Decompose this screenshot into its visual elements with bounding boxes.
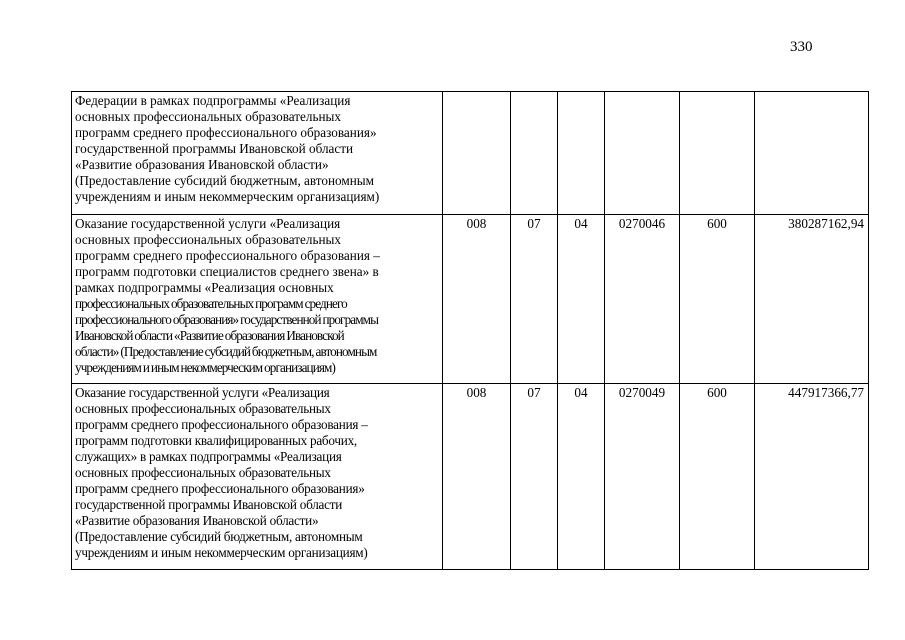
description-line: профессионального образования» государственной программы (75, 312, 379, 327)
section-code-cell: 07 (511, 215, 558, 384)
budget-table (71, 91, 869, 570)
description-line: программ среднего профессионального образования – (75, 417, 368, 432)
description-line: основных профессиональных образовательных (75, 109, 341, 124)
description-line: программ подготовки специалистов среднего звена» в (75, 264, 379, 279)
page-number: 330 (790, 39, 813, 55)
ministry-code-cell (443, 92, 511, 215)
description-line: учреждениям и иным некоммерческим организациям) (75, 545, 368, 560)
description-line: программ среднего профессионального образования» (75, 125, 377, 140)
description-line: Оказание государственной услуги «Реализация (75, 385, 330, 400)
description-line: основных профессиональных образовательных (75, 465, 331, 480)
ministry-code-cell: 008 (443, 384, 511, 570)
description-line: Оказание государственной услуги «Реализация (75, 216, 341, 231)
section-code-cell: 07 (511, 384, 558, 570)
amount-cell: 447917366,77 (755, 384, 869, 570)
description-line: основных профессиональных образовательных (75, 401, 331, 416)
description-line: области» (Предоставление субсидий бюджетным, автономным (75, 344, 377, 359)
description-line: программ среднего профессионального образования – (75, 248, 380, 263)
expense-type-cell: 600 (680, 384, 755, 570)
description-line: основных профессиональных образовательных (75, 232, 341, 247)
description-line: рамках подпрограммы «Реализация основных (75, 280, 334, 295)
description-line: программ подготовки квалифицированных рабочих, (75, 433, 357, 448)
description-line: учреждениям и иным некоммерческим организациям) (75, 360, 335, 375)
description-line: (Предоставление субсидий бюджетным, автономным (75, 529, 363, 544)
description-line: Федерации в рамках подпрограммы «Реализация (75, 93, 351, 108)
description-line: государственной программы Ивановской области (75, 141, 354, 156)
amount-cell (755, 92, 869, 215)
description-line: учреждениям и иным некоммерческим организациям) (75, 189, 380, 204)
table-row (72, 92, 869, 215)
table-row (72, 215, 869, 384)
description-line: программ среднего профессионального образования» (75, 481, 365, 496)
target-article-cell: 0270049 (605, 384, 680, 570)
table-row (72, 384, 869, 570)
subsection-code-cell: 04 (558, 215, 605, 384)
subsection-code-cell: 04 (558, 384, 605, 570)
subsection-code-cell (558, 92, 605, 215)
ministry-code-cell: 008 (443, 215, 511, 384)
description-line: «Развитие образования Ивановской области» (75, 157, 329, 172)
description-cell (72, 92, 443, 215)
description-cell (72, 384, 443, 570)
description-line: «Развитие образования Ивановской области» (75, 513, 319, 528)
description-line: (Предоставление субсидий бюджетным, автономным (75, 173, 374, 188)
amount-cell: 380287162,94 (755, 215, 869, 384)
expense-type-cell: 600 (680, 215, 755, 384)
description-line: государственной программы Ивановской области (75, 497, 343, 512)
description-line: профессиональных образовательных программ среднего (75, 296, 347, 311)
description-cell (72, 215, 443, 384)
section-code-cell (511, 92, 558, 215)
target-article-cell (605, 92, 680, 215)
description-line: Ивановской области «Развитие образования Ивановской (75, 328, 344, 343)
description-line: служащих» в рамках подпрограммы «Реализация (75, 449, 342, 464)
target-article-cell: 0270046 (605, 215, 680, 384)
expense-type-cell (680, 92, 755, 215)
